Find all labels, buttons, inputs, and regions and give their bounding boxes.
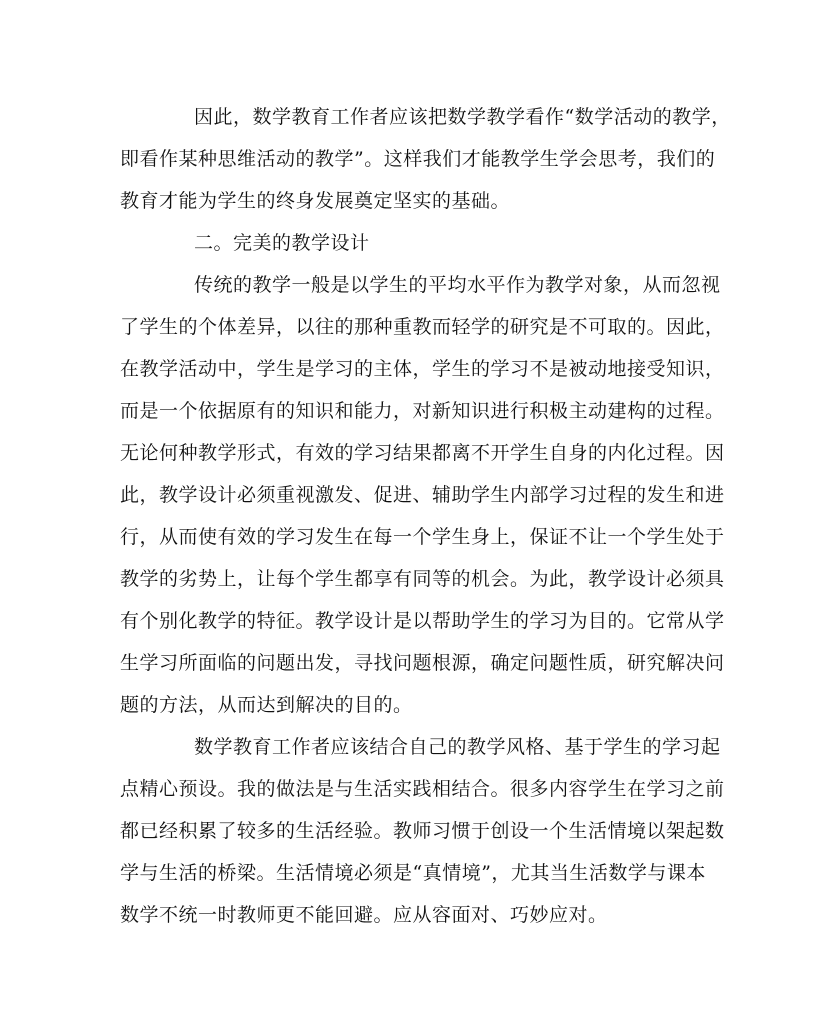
paragraph-2-line-6: 此，教学设计必须重视激发、促进、辅助学生内部学习过程的发生和进 <box>120 484 725 506</box>
paragraph-3-line-1: 数学教育工作者应该结合自己的教学风格、基于学生的学习起 <box>194 736 721 758</box>
paragraph-2-line-7: 行，从而使有效的学习发生在每一个学生身上，保证不让一个学生处于 <box>120 526 725 548</box>
section-heading: 二。完美的教学设计 <box>194 232 370 254</box>
paragraph-1-line-3: 教育才能为学生的终身发展奠定坚实的基础。 <box>120 190 511 212</box>
paragraph-2-line-11: 题的方法，从而达到解决的目的。 <box>120 694 413 716</box>
paragraph-3-line-5: 数学不统一时教师更不能回避。应从容面对、巧妙应对。 <box>120 904 608 926</box>
paragraph-2-line-1: 传统的教学一般是以学生的平均水平作为教学对象，从而忽视 <box>194 274 721 296</box>
paragraph-2-line-3: 在教学活动中，学生是学习的主体，学生的学习不是被动地接受知识， <box>120 358 725 380</box>
paragraph-1-line-2: 即看作某种思维活动的教学”。这样我们才能教学生学会思考，我们的 <box>120 148 716 170</box>
paragraph-2-line-4: 而是一个依据原有的知识和能力，对新知识进行积极主动建构的过程。 <box>120 400 725 422</box>
paragraph-2-line-8: 教学的劣势上，让每个学生都享有同等的机会。为此，教学设计必须具 <box>120 568 725 590</box>
paragraph-2-line-10: 生学习所面临的问题出发，寻找问题根源，确定问题性质，研究解决问 <box>120 652 725 674</box>
paragraph-1-line-1: 因此，数学教育工作者应该把数学教学看作“数学活动的教学， <box>194 106 731 128</box>
paragraph-3-line-3: 都已经积累了较多的生活经验。教师习惯于创设一个生活情境以架起数 <box>120 820 725 842</box>
paragraph-3-line-2: 点精心预设。我的做法是与生活实践相结合。很多内容学生在学习之前 <box>120 778 725 800</box>
paragraph-2-line-2: 了学生的个体差异，以往的那种重教而轻学的研究是不可取的。因此， <box>120 316 725 338</box>
paragraph-3-line-4: 学与生活的桥梁。生活情境必须是“真情境”，尤其当生活数学与课本 <box>120 862 706 884</box>
paragraph-2-line-5: 无论何种教学形式，有效的学习结果都离不开学生自身的内化过程。因 <box>120 442 725 464</box>
paragraph-2-line-9: 有个别化教学的特征。教学设计是以帮助学生的学习为目的。它常从学 <box>120 610 725 632</box>
